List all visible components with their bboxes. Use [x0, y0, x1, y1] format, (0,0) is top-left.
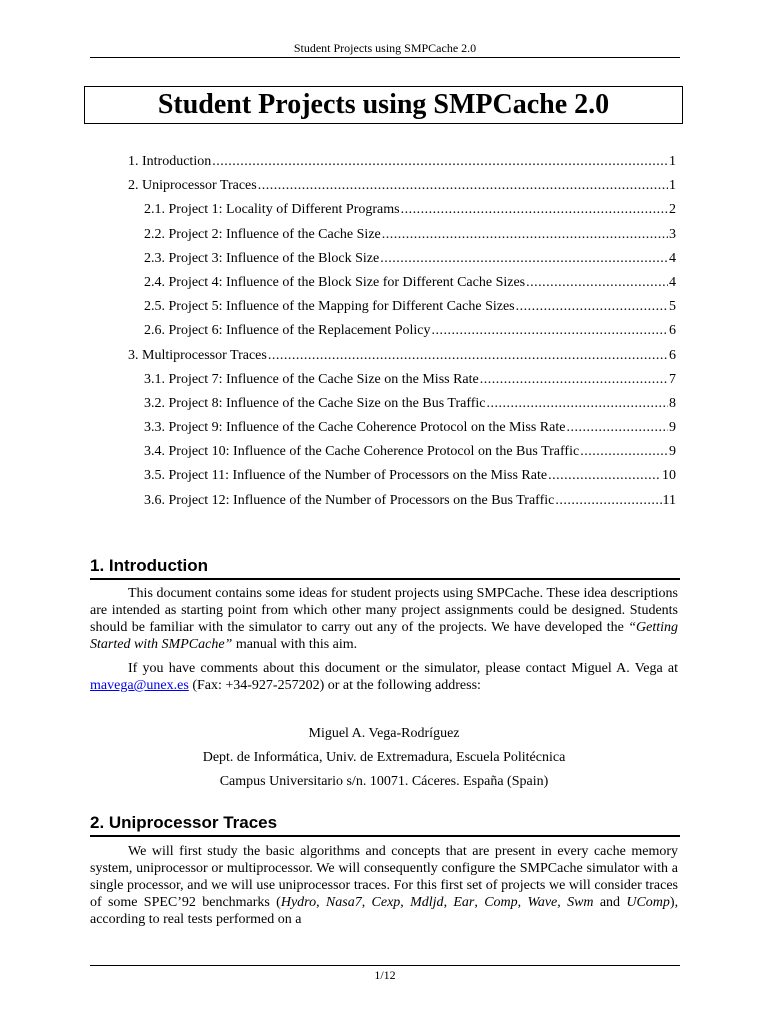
address-name: Miguel A. Vega-Rodríguez [308, 726, 460, 741]
toc-entry[interactable] [144, 489, 676, 513]
toc-entry-page: 9 [669, 444, 676, 460]
toc-entry-page: 11 [662, 492, 676, 508]
toc-entry[interactable] [144, 368, 676, 392]
toc-entry-page: 2 [669, 202, 676, 218]
address-department: Dept. de Informática, Univ. de Extremadura, Escuela Politécnica [202, 750, 566, 765]
toc-dot-leader [401, 198, 668, 222]
toc-entry[interactable] [128, 150, 676, 174]
toc-dot-leader [380, 247, 668, 271]
toc-dot-leader [258, 174, 668, 198]
toc-entry-title: 3.2. Project 8: Influence of the Cache Size on the Bus Traffic [144, 395, 486, 411]
toc-entry[interactable] [128, 344, 676, 368]
toc-dot-leader [555, 489, 661, 513]
address-campus: Campus Universitario s/n. 10071. Cáceres. España (Spain) [219, 774, 549, 789]
toc-entry-title: 2. Uniprocessor Traces [128, 178, 257, 194]
toc-entry-title: 2.5. Project 5: Influence of the Mapping for Different Cache Sizes [144, 299, 515, 315]
toc-dot-leader [432, 319, 668, 343]
toc-entry[interactable] [144, 319, 676, 343]
email-link[interactable]: mavega@unex.es [90, 678, 189, 693]
toc-entry-page: 1 [669, 154, 676, 169]
toc-entry-page: 10 [662, 468, 676, 484]
toc-dot-leader [526, 271, 668, 295]
toc-entry-title: 3.6. Project 12: Influence of the Number of Processors on the Bus Traffic [144, 492, 555, 508]
document-title: Student Projects using SMPCache 2.0 [84, 86, 683, 124]
toc-entry-title: 2.2. Project 2: Influence of the Cache Size [144, 226, 381, 242]
toc-dot-leader [268, 344, 668, 368]
toc-entry[interactable] [144, 464, 676, 488]
toc-entry-page: 4 [669, 250, 676, 266]
toc-entry-page: 1 [669, 178, 676, 194]
page-number: 1/12 [374, 968, 396, 982]
section-heading-uniprocessor: 2. Uniprocessor Traces [90, 813, 680, 837]
toc-dot-leader [580, 440, 668, 464]
toc-dot-leader [382, 223, 668, 247]
toc-dot-leader [487, 392, 669, 416]
uniprocessor-paragraph-1: We will first study the basic algorithms and concepts that are present in every cache memory system, uniprocessor or multiprocessor. We will consequently configure the SMPCache simulator with a single processor, and we will use uniprocessor traces. For this first set of projects we will consider traces of some SPEC’92 benchmarks (Hydro, Nasa7, Cexp, Mdljd, Ear, Comp, Wave, Swm and UComp), according to real tests performed on a [90, 844, 679, 927]
toc-entry-page: 6 [669, 323, 676, 339]
toc-entry-page: 6 [669, 347, 676, 363]
toc-entry-page: 7 [669, 371, 676, 387]
toc-entry-page: 8 [669, 395, 676, 411]
toc-entry-title: 3.1. Project 7: Influence of the Cache Size on the Miss Rate [144, 371, 479, 387]
toc-entry[interactable] [128, 174, 676, 198]
toc-entry-title: 2.4. Project 4: Influence of the Block Size for Different Cache Sizes [144, 274, 526, 290]
section-heading-introduction: 1. Introduction [90, 556, 680, 580]
toc-entry[interactable] [144, 271, 676, 295]
toc-dot-leader [516, 295, 668, 319]
header-rule [90, 57, 680, 58]
footer-rule [90, 965, 680, 966]
toc-entry[interactable] [144, 440, 676, 464]
toc-entry-page: 5 [669, 299, 676, 315]
table-of-contents [128, 150, 676, 513]
toc-entry[interactable] [144, 247, 676, 271]
toc-dot-leader [548, 464, 661, 488]
toc-entry-title: 1. Introduction [128, 154, 212, 169]
intro-paragraph-2: If you have comments about this document or the simulator, please contact Miguel A. Vega at mavega@unex.es (Fax: +34-927-257202) or at the following address: [90, 661, 678, 693]
toc-entry[interactable] [144, 416, 676, 440]
toc-entry-title: 3.4. Project 10: Influence of the Cache Coherence Protocol on the Bus Traffic [144, 444, 580, 460]
toc-entry[interactable] [144, 223, 676, 247]
toc-entry-title: 2.6. Project 6: Influence of the Replacement Policy [144, 323, 431, 339]
toc-entry-title: 2.1. Project 1: Locality of Different Programs [144, 202, 400, 218]
running-header: Student Projects using SMPCache 2.0 [293, 41, 477, 55]
toc-entry[interactable] [144, 392, 676, 416]
toc-dot-leader [480, 368, 668, 392]
toc-entry[interactable] [144, 198, 676, 222]
intro-paragraph-1: This document contains some ideas for student projects using SMPCache. These idea descriptions are intended as starting point from which other many project assignments could be designed. Students should be familiar with the simulator to carry out any of the projects. We have developed the “Getting Started with SMPCache” manual with this aim. [90, 586, 678, 652]
toc-entry[interactable] [144, 295, 676, 319]
toc-entry-page: 4 [669, 274, 676, 290]
toc-entry-page: 3 [669, 226, 676, 242]
toc-dot-leader [212, 150, 668, 174]
toc-entry-title: 3.5. Project 11: Influence of the Number of Processors on the Miss Rate [144, 468, 548, 484]
toc-entry-page: 9 [669, 420, 676, 436]
toc-entry-title: 3. Multiprocessor Traces [128, 347, 267, 363]
toc-entry-title: 2.3. Project 3: Influence of the Block Size [144, 250, 380, 266]
toc-dot-leader [566, 416, 668, 440]
toc-entry-title: 3.3. Project 9: Influence of the Cache Coherence Protocol on the Miss Rate [144, 420, 566, 436]
